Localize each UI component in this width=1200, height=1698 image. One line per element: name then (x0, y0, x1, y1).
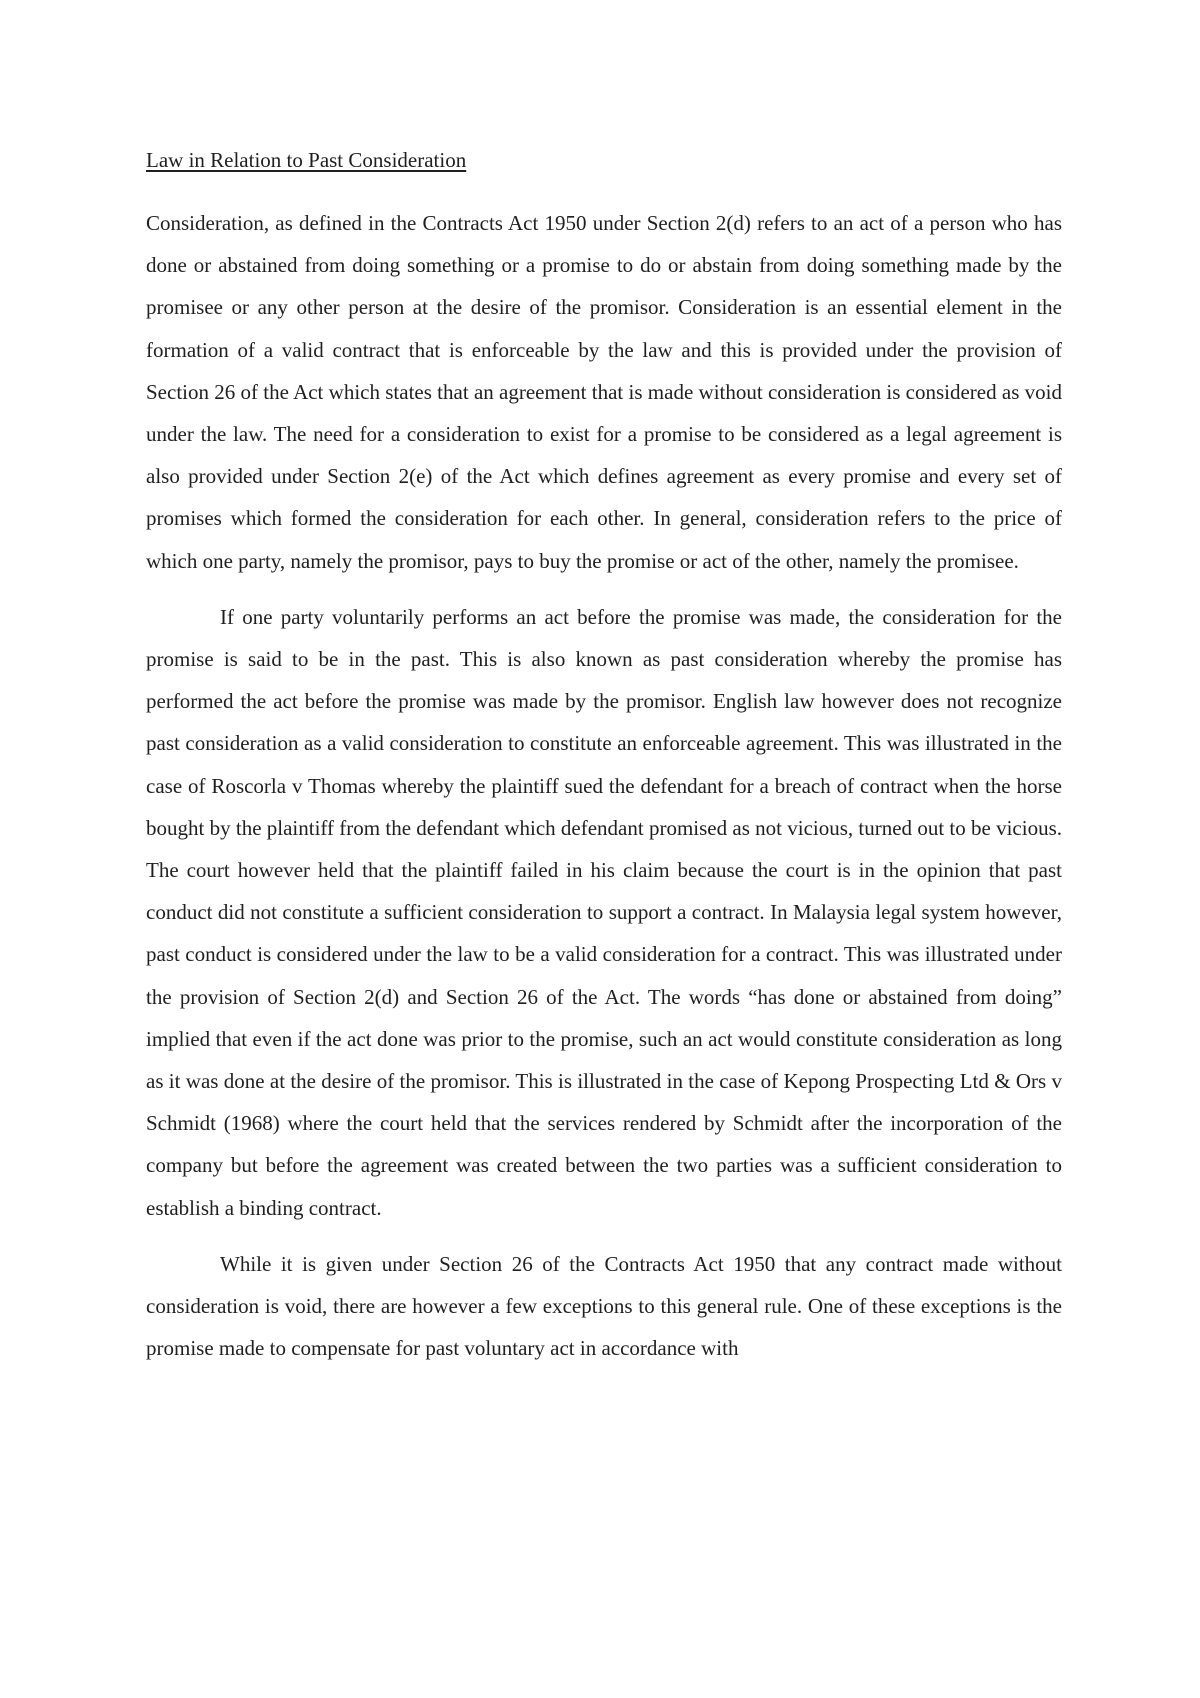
paragraph-exceptions: While it is given under Section 26 of the Contracts Act 1950 that any contract made without consideration is void, there are however a few exceptions to this general rule. One of these exceptions is the promise made to compensate for past voluntary act in accordance with (146, 1251, 1062, 1361)
document-title: Law in Relation to Past Consideration (146, 148, 467, 172)
paragraph-past-consideration: If one party voluntarily performs an act before the promise was made, the consideration for the promise is said to be in the past. This is also known as past consideration whereby the promise has performed the act before the promise was made by the promisor. English law however does not recognize past consideration as a valid consideration to constitute an enforceable agreement. This was illustrated in the case of Roscorla v Thomas whereby the plaintiff sued the defendant for a breach of contract when the horse bought by the plaintiff from the defendant which defendant promised as not vicious, turned out to be vicious. The court however held that the plaintiff failed in his claim because the court is in the opinion that past conduct did not constitute a sufficient consideration to support a contract. In Malaysia legal system however, past conduct is considered under the law to be a valid consideration for a contract. This was illustrated under the provision of Section 2(d) and Section 26 of the Act. The words “has done or abstained from doing” implied that even if the act done was prior to the promise, such an act would constitute consideration as long as it was done at the desire of the promisor. This is illustrated in the case of Kepong Prospecting Ltd & Ors v Schmidt (1968) where the court held that the services rendered by Schmidt after the incorporation of the company but before the agreement was created between the two parties was a sufficient consideration to establish a binding contract. (146, 604, 1062, 1220)
paragraph-definition: Consideration, as defined in the Contracts Act 1950 under Section 2(d) refers to an act of a person who has done or abstained from doing something or a promise to do or abstain from doing something made by the promisee or any other person at the desire of the promisor. Consideration is an essential element in the formation of a valid contract that is enforceable by the law and this is provided under the provision of Section 26 of the Act which states that an agreement that is made without consideration is considered as void under the law. The need for a consideration to exist for a promise to be considered as a legal agreement is also provided under Section 2(e) of the Act which defines agreement as every promise and every set of promises which formed the consideration for each other. In general, consideration refers to the price of which one party, namely the promisor, pays to buy the promise or act of the other, namely the promisee. (146, 211, 1062, 573)
